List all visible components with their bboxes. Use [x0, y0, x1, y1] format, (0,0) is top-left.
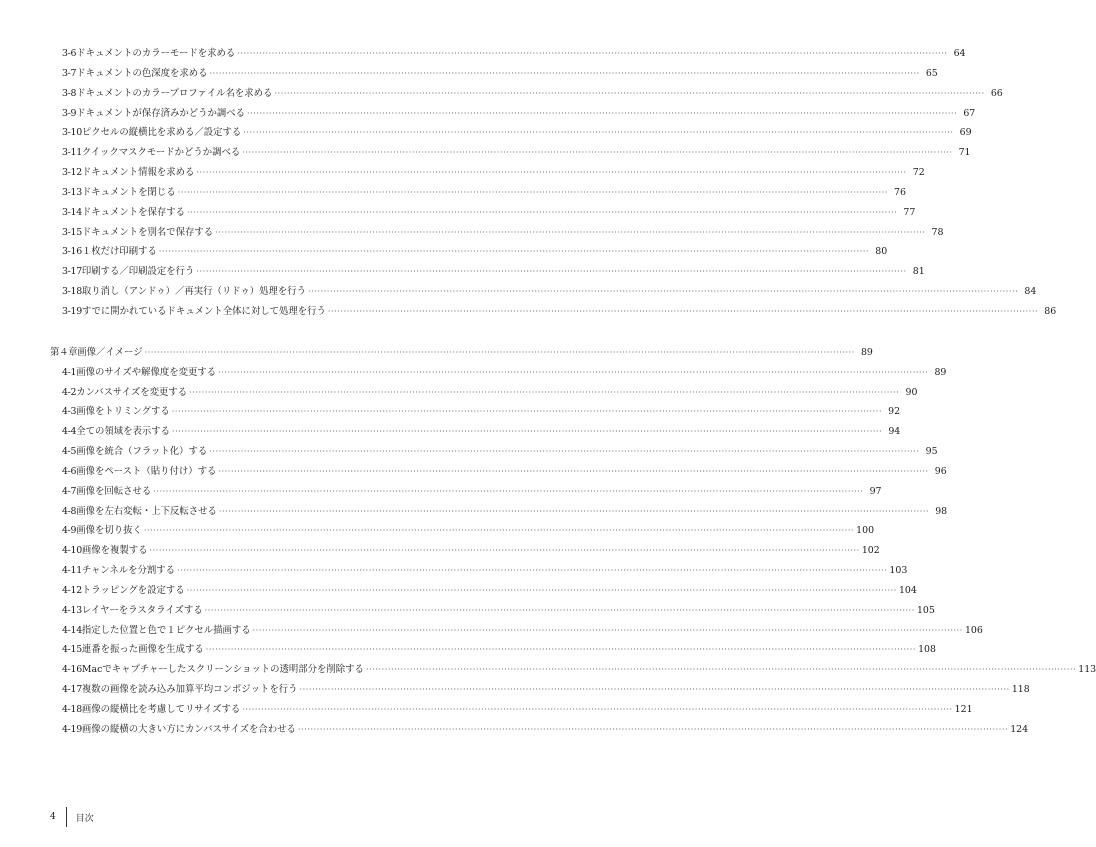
dot-leader	[205, 601, 915, 621]
toc-entry-title: カンバスサイズを変更する	[76, 386, 188, 398]
toc-entry[interactable]	[62, 502, 948, 522]
toc-entry-number: 4-11	[62, 565, 82, 577]
toc-entry[interactable]	[62, 203, 916, 223]
toc-entry-number: 4-10	[62, 545, 82, 557]
toc-entry-number: 4-2	[62, 386, 77, 398]
toc-entry-number: 3-10	[62, 127, 82, 139]
toc-entry-number: 4-5	[62, 446, 77, 458]
toc-entry-page: 69	[959, 127, 972, 139]
dot-leader	[218, 462, 928, 482]
toc-entry[interactable]	[62, 282, 1037, 302]
chapter-title: 画像／イメージ	[77, 346, 143, 358]
toc-entry-number: 4-9	[62, 525, 77, 537]
toc-entry-page: 118	[1011, 684, 1030, 696]
toc-entry-page: 100	[856, 525, 875, 537]
toc-entry-number: 4-3	[62, 406, 77, 418]
toc-entry-title: １枚だけ印刷する	[81, 246, 157, 258]
toc-entry[interactable]	[62, 383, 918, 403]
dot-leader	[144, 521, 854, 541]
toc-entry-title: チャンネルを分割する	[81, 565, 176, 577]
toc-entry-page: 108	[918, 644, 936, 656]
dot-leader	[218, 363, 928, 383]
toc-entry-title: レイヤーをラスタライズする	[81, 604, 203, 616]
dot-leader	[247, 104, 957, 124]
toc-entry-number: 4-13	[62, 604, 82, 616]
dot-leader	[274, 84, 984, 104]
toc-entry[interactable]	[62, 262, 925, 282]
toc-entry-page: 84	[1024, 286, 1037, 298]
toc-entry[interactable]	[62, 482, 882, 502]
toc-entry-page: 80	[875, 246, 888, 258]
toc-entry-title: 画像をトリミングする	[76, 406, 170, 418]
toc-entry-number: 4-15	[62, 644, 82, 656]
toc-entry-page: 124	[1010, 723, 1029, 735]
toc-entry-page: 72	[912, 167, 925, 179]
toc-entry[interactable]	[62, 680, 1030, 700]
footer-page-number: 4	[50, 812, 56, 822]
toc-entry[interactable]	[62, 720, 1029, 740]
toc-entry-number: 4-8	[62, 505, 77, 517]
table-of-contents	[50, 44, 1096, 740]
toc-entry[interactable]	[62, 521, 875, 541]
toc-entry-page: 76	[894, 186, 906, 198]
toc-entry-number: 4-1	[62, 366, 77, 378]
toc-entry-page: 77	[903, 206, 916, 218]
toc-entry-page: 105	[916, 604, 935, 616]
toc-entry-title: 画像を切り抜く	[76, 525, 142, 537]
toc-entry-title: 全ての領域を表示する	[76, 426, 170, 438]
toc-entry[interactable]	[62, 64, 938, 84]
toc-entry[interactable]	[62, 561, 908, 581]
toc-entry[interactable]	[62, 363, 947, 383]
toc-entry[interactable]	[62, 84, 1003, 104]
toc-entry-title: ピクセルの縦横比を求める／設定する	[81, 127, 242, 139]
toc-entry-title: 取り消し（アンドゥ）／再実行（リドゥ）処理を行う	[81, 286, 307, 298]
toc-entry-page: 113	[1078, 664, 1096, 676]
toc-entry-number: 4-18	[62, 704, 82, 715]
toc-entry-number: 4-14	[62, 624, 82, 636]
toc-entry-number: 3-6	[62, 48, 77, 59]
dot-leader	[308, 282, 1018, 302]
dot-leader	[187, 581, 897, 601]
dot-leader	[243, 123, 953, 143]
toc-entry-page: 86	[1044, 305, 1057, 317]
toc-entry-title: トラッピングを設定する	[81, 584, 185, 596]
toc-entry-title: 連番を振った画像を生成する	[81, 644, 204, 656]
chapter-number: 第４章	[50, 346, 78, 358]
toc-entry-number: 4-4	[62, 426, 77, 438]
dot-leader	[237, 44, 947, 64]
toc-entry-page: 97	[869, 485, 882, 497]
toc-entry[interactable]	[62, 621, 983, 641]
toc-entry[interactable]	[62, 442, 938, 462]
toc-entry-title: 画像を左右変転・上下反転させる	[76, 505, 217, 517]
toc-entry-title: 画像の縦横の大きい方にカンバスサイズを合わせる	[81, 723, 296, 735]
dot-leader	[178, 183, 888, 203]
toc-entry-number: 4-12	[62, 584, 82, 596]
toc-entry-title: 指定した位置と色で１ピクセル描画する	[81, 624, 251, 636]
toc-entry-title: 画像を回転させる	[76, 485, 152, 497]
dot-leader	[153, 482, 863, 502]
toc-entry-title: 複数の画像を読み込み加算平均コンポジットを行う	[81, 684, 298, 696]
toc-entry-title: Macでキャプチャーしたスクリーンショットの透明部分を削除する	[81, 664, 364, 676]
toc-entry[interactable]	[62, 402, 901, 422]
toc-entry-number: 3-12	[62, 167, 82, 179]
toc-entry-number: 4-17	[62, 684, 82, 696]
dot-leader	[328, 302, 1038, 322]
dot-leader	[187, 203, 897, 223]
toc-entry-number: 3-9	[62, 107, 77, 119]
toc-entry[interactable]	[62, 242, 888, 262]
toc-entry-page: 104	[898, 584, 917, 596]
dot-leader	[366, 660, 1076, 680]
dot-leader	[172, 402, 882, 422]
dot-leader	[242, 700, 952, 720]
toc-entry[interactable]	[62, 223, 944, 243]
dot-leader	[159, 242, 869, 262]
dot-leader	[150, 541, 860, 561]
toc-entry[interactable]	[62, 462, 947, 482]
toc-entry-page: 94	[888, 426, 901, 438]
toc-entry-title: 画像の縦横比を考慮してリサイズする	[81, 704, 241, 715]
toc-entry[interactable]	[62, 541, 880, 561]
toc-entry[interactable]	[62, 104, 976, 124]
toc-entry-title: ドキュメントのカラーモードを求める	[76, 48, 236, 59]
toc-entry-title: ドキュメントを閉じる	[81, 186, 176, 198]
dot-leader	[196, 163, 906, 183]
dot-leader	[209, 442, 919, 462]
toc-entry-page: 65	[925, 67, 938, 79]
toc-entry-page: 78	[931, 226, 944, 238]
dot-leader	[253, 621, 963, 641]
dot-leader	[196, 262, 906, 282]
toc-entry-number: 4-19	[62, 723, 82, 735]
toc-entry-number: 4-7	[62, 485, 77, 497]
toc-entry-page: 90	[905, 386, 918, 398]
toc-entry[interactable]	[62, 640, 936, 660]
toc-entry-page: 103	[889, 565, 908, 577]
toc-entry-page: 121	[954, 704, 973, 715]
toc-entry-page: 71	[958, 147, 971, 159]
toc-entry-page: 98	[935, 505, 948, 517]
toc-entry-number: 3-16	[62, 246, 82, 258]
toc-entry-page: 92	[888, 406, 901, 418]
toc-entry[interactable]	[62, 302, 1057, 322]
toc-entry-number: 3-17	[62, 266, 82, 278]
toc-entry[interactable]	[62, 183, 906, 203]
toc-entry-page: 89	[860, 346, 873, 358]
dot-leader	[242, 143, 952, 163]
toc-entry-page: 95	[925, 446, 938, 458]
toc-entry-number: 4-16	[62, 664, 82, 676]
toc-entry[interactable]	[62, 44, 966, 64]
toc-entry[interactable]	[62, 422, 901, 442]
dot-leader	[177, 561, 887, 581]
toc-entry-page: 89	[934, 366, 947, 378]
toc-entry-title: ドキュメントのカラープロファイル名を求める	[76, 87, 273, 99]
toc-entry-title: 画像のサイズや解像度を変更する	[76, 366, 217, 378]
dot-leader	[206, 640, 916, 660]
toc-entry[interactable]	[62, 581, 917, 601]
toc-entry-title: ドキュメントが保存済みかどうか調べる	[76, 107, 245, 119]
toc-entry[interactable]	[62, 123, 972, 143]
toc-entry-title: クイックマスクモードかどうか調べる	[81, 147, 241, 159]
toc-entry-number: 4-6	[62, 465, 77, 477]
toc-entry-number: 3-7	[62, 67, 77, 79]
page-footer	[50, 806, 94, 828]
toc-entry-title: 画像を統合（フラット化）する	[76, 446, 208, 458]
dot-leader	[145, 343, 855, 363]
toc-chapter-heading[interactable]	[50, 343, 873, 363]
toc-entry-number: 3-11	[62, 147, 82, 159]
toc-entry-title: すでに開かれているドキュメント全体に対して処理を行う	[81, 305, 326, 317]
toc-entry-title: 画像を複製する	[81, 545, 148, 557]
dot-leader	[172, 422, 882, 442]
toc-entry-page: 67	[963, 107, 976, 119]
toc-entry[interactable]	[62, 143, 971, 163]
toc-entry-page: 106	[964, 624, 983, 636]
toc-entry-title: ドキュメントの色深度を求める	[76, 67, 208, 79]
toc-entry[interactable]	[62, 660, 1096, 680]
dot-leader	[298, 720, 1008, 740]
toc-entry-title: ドキュメント情報を求める	[81, 167, 195, 179]
toc-entry-page: 81	[912, 266, 925, 278]
toc-entry-page: 66	[990, 87, 1003, 99]
toc-entry-title: 印刷する／印刷設定を行う	[81, 266, 195, 278]
footer-section-label: 目次	[75, 813, 94, 824]
dot-leader	[219, 502, 929, 522]
dot-leader	[209, 64, 919, 84]
toc-entry-number: 3-19	[62, 305, 82, 317]
toc-entry[interactable]	[62, 601, 935, 621]
toc-entry-title: ドキュメントを保存する	[81, 206, 186, 218]
toc-entry-title: ドキュメントを別名で保存する	[81, 226, 214, 238]
toc-entry[interactable]	[62, 700, 973, 720]
toc-entry-page: 64	[953, 48, 966, 59]
toc-entry-number: 3-13	[62, 186, 82, 198]
toc-entry-number: 3-14	[62, 206, 82, 218]
toc-entry-number: 3-18	[62, 286, 82, 298]
footer-divider	[66, 807, 67, 827]
toc-entry-number: 3-8	[62, 87, 77, 99]
dot-leader	[189, 383, 899, 403]
toc-entry-page: 96	[934, 465, 947, 477]
dot-leader	[300, 680, 1010, 700]
toc-entry-page: 102	[861, 545, 880, 557]
dot-leader	[215, 223, 925, 243]
toc-entry-title: 画像をペースト（貼り付け）する	[76, 465, 217, 477]
toc-entry-number: 3-15	[62, 226, 82, 238]
toc-entry[interactable]	[62, 163, 925, 183]
